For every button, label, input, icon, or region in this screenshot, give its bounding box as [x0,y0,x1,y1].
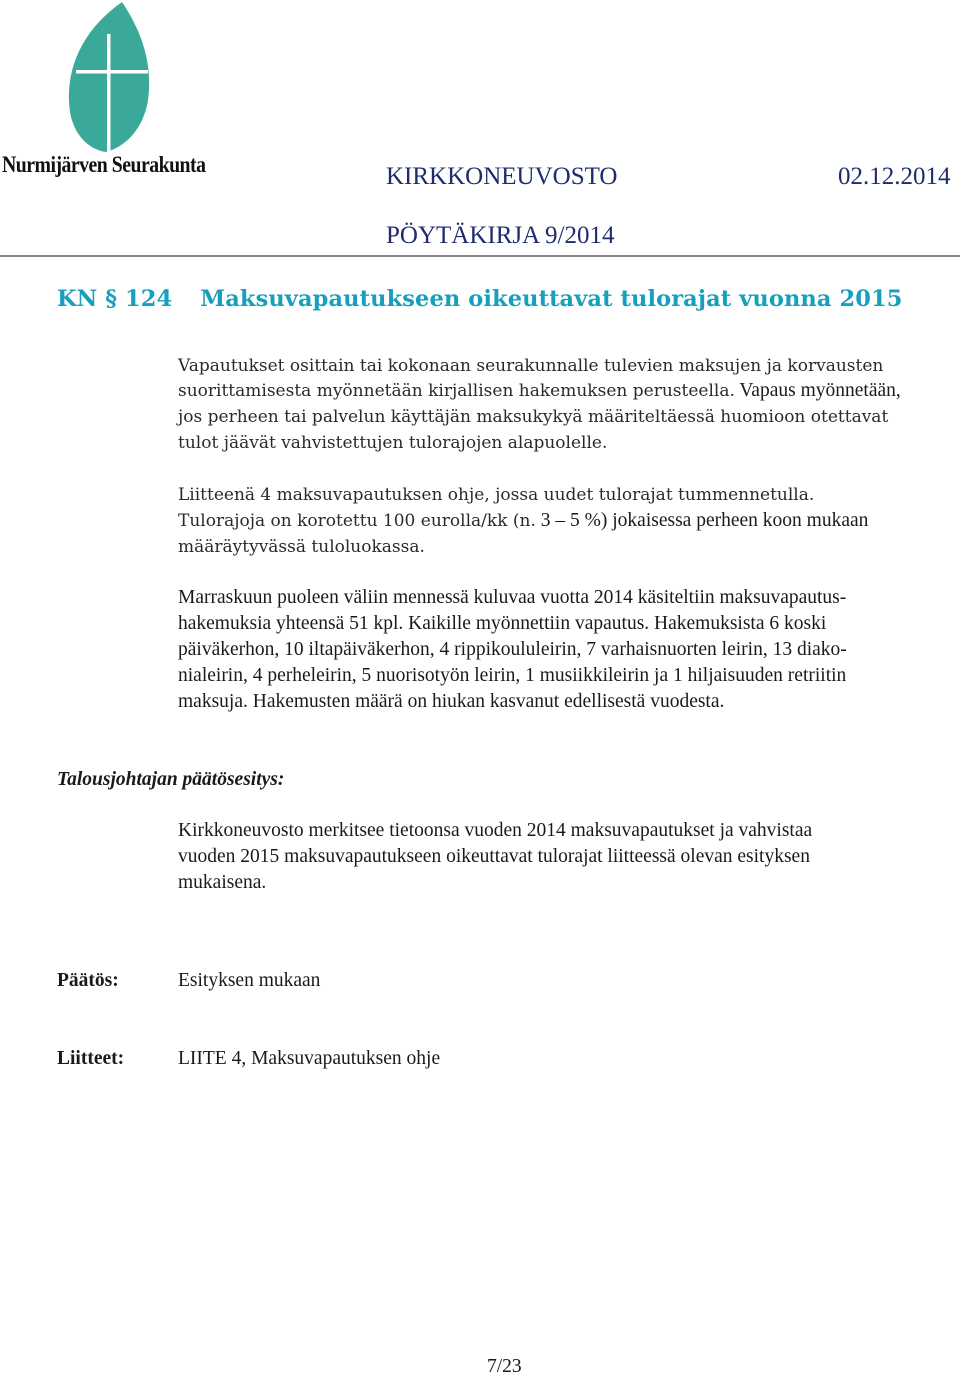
church-logo-icon [62,0,152,152]
attachments-value: LIITE 4, Maksuvapautuksen ohje [178,1048,441,1069]
para3-line-1: Marraskuun puoleen väliin mennessä kuluvaa vuotta 2014 käsiteltiin maksuvapautus- [178,587,847,608]
para1-line-2 [178,380,901,402]
proposal-line-3: mukaisena. [178,872,267,893]
minutes-number: PÖYTÄKIRJA 9/2014 [386,222,615,249]
para3-line-3: päiväkerhon, 10 iltapäiväkerhon, 4 rippikoululeirin, 7 varhaisnuorten leirin, 13 diako- [178,639,847,660]
para2-line-2a: Tulorajoja on korotettu 100 eurolla/kk (n. [178,511,536,531]
section-title: Maksuvapautukseen oikeuttavat tulorajat vuonna 2015 [200,286,903,312]
para3-line-4: nialeirin, 4 perheleirin, 5 nuorisotyön leirin, 1 musiikkileirin ja 1 hiljaisuuden retriitin [178,665,847,686]
para2-line-1: Liitteenä 4 maksuvapautuksen ohje, jossa uudet tulorajat tummennetulla. [178,485,815,505]
para2-line-2 [178,510,868,532]
para3-line-2: hakemuksia yhteensä 51 kpl. Kaikille myönnettiin vapautus. Hakemuksista 6 koski [178,613,827,634]
header-rule [0,255,960,257]
body-name: KIRKKONEUVOSTO [386,163,618,190]
decision-label: Päätös: [57,970,119,991]
attachments-label: Liitteet: [57,1048,125,1069]
page-number: 7/23 [487,1356,522,1377]
proposal-line-2: vuoden 2015 maksuvapautukseen oikeuttavat tulorajat liitteessä olevan esityksen [178,846,810,867]
para1-line-2a: suorittamisesta myönnetään kirjallisen hakemuksen perusteella. [178,381,735,401]
meeting-date: 02.12.2014 [838,163,951,190]
para2-line-3: määräytyvässä tuloluokassa. [178,537,425,557]
org-name: Nurmijärven Seurakunta [2,152,206,177]
para1-line-1: Vapautukset osittain tai kokonaan seurakunnalle tulevien maksujen ja korvausten [178,356,884,376]
proposal-line-1: Kirkkoneuvosto merkitsee tietoonsa vuoden 2014 maksuvapautukset ja vahvistaa [178,820,813,841]
proposal-label: Talousjohtajan päätösesitys: [57,769,285,790]
section-number: KN § 124 [57,286,173,312]
decision-value: Esityksen mukaan [178,970,321,991]
para1-line-4: tulot jäävät vahvistettujen tulorajojen alapuolelle. [178,433,608,453]
section-heading [57,286,903,312]
para1-line-3: jos perheen tai palvelun käyttäjän maksukykyä määriteltäessä huomioon otettavat [178,407,889,427]
para1-line-2b: Vapaus myönnetään, [734,380,901,401]
para3-line-5: maksuja. Hakemusten määrä on hiukan kasvanut edellisestä vuodesta. [178,691,725,712]
para2-line-2b: 3 – 5 %) jokaisessa perheen koon mukaan [535,510,869,531]
